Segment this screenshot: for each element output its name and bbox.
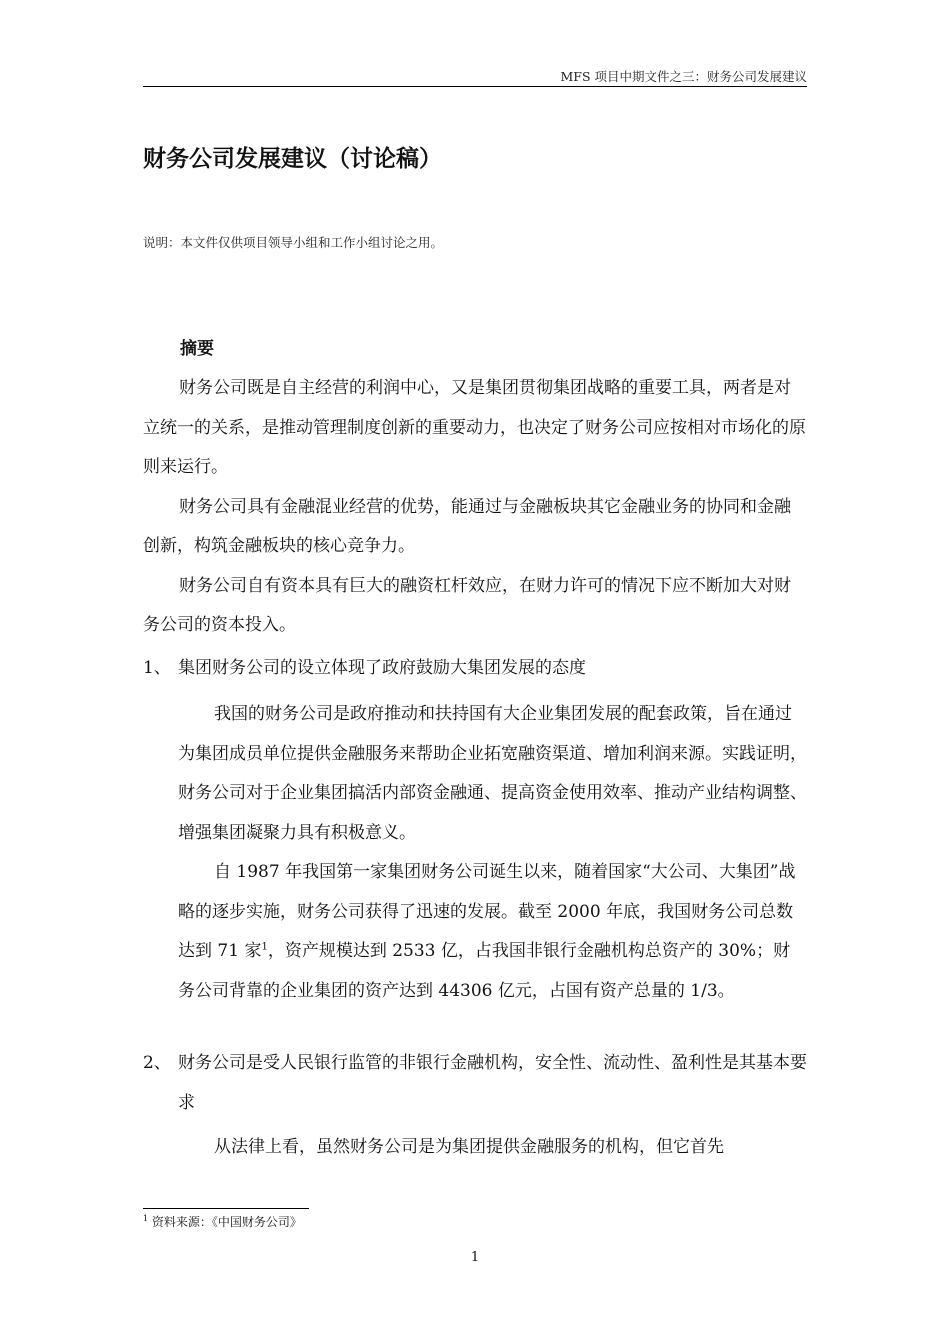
section-paragraph xyxy=(178,853,807,1011)
paragraph-text: 自 1987 年我国第一家集团财务公司诞生以来，随着国家“大公司、大集团”战略的逐步实施，财务公司获得了迅速的发展。截至 2000 年底，我国财务公司总数达到 71 家 xyxy=(178,862,796,961)
header-divider xyxy=(143,86,807,87)
section-heading-text: 集团财务公司的设立体现了政府鼓励大集团发展的态度 xyxy=(178,658,586,678)
section-number: 2、 xyxy=(143,1053,171,1073)
footnote-reference[interactable]: 1 xyxy=(261,941,268,953)
footnote-text: 资料来源：《中国财务公司》 xyxy=(151,1215,302,1229)
document-note: 说明：本文件仅供项目领导小组和工作小组讨论之用。 xyxy=(143,235,444,250)
section-1-body xyxy=(178,695,807,1011)
abstract-body xyxy=(143,369,807,646)
abstract-paragraph: 财务公司具有金融混业经营的优势，能通过与金融板块其它金融业务的协同和金融创新，构筑金融板块的核心竞争力。 xyxy=(143,496,791,556)
section-heading-1 xyxy=(143,649,807,689)
abstract-paragraph: 财务公司自有资本具有巨大的融资杠杆效应，在财力许可的情况下应不断加大对财务公司的资本投入。 xyxy=(143,575,791,635)
document-title: 财务公司发展建议（讨论稿） xyxy=(143,146,442,172)
abstract-heading: 摘要 xyxy=(180,339,214,359)
section-heading-2 xyxy=(143,1044,807,1123)
section-paragraph: 我国的财务公司是政府推动和扶持国有大企业集团发展的配套政策，旨在通过为集团成员单位提供金融服务来帮助企业拓宽融资渠道、增加利润来源。实践证明，财务公司对于企业集团搞活内部资金融通、提高资金使用效率、推动产业结构调整、增强集团凝聚力具有积极意义。 xyxy=(178,704,807,843)
paragraph-text: ，资产规模达到 2533 亿，占我国非银行金融机构总资产的 30%；财务公司背靠的企业集团的资产达到 44306 亿元，占国有资产总量的 1/3。 xyxy=(178,941,791,1001)
section-paragraph: 从法律上看，虽然财务公司是为集团提供金融服务的机构，但它首先 xyxy=(214,1137,724,1157)
running-header: MFS 项目中期文件之三：财务公司发展建议 xyxy=(560,69,807,84)
section-number: 1、 xyxy=(143,658,171,678)
footnote xyxy=(143,1213,302,1230)
footnote-divider xyxy=(143,1208,309,1209)
footnote-marker: 1 xyxy=(143,1214,149,1223)
section-2-body xyxy=(178,1128,807,1168)
abstract-paragraph: 财务公司既是自主经营的利润中心，又是集团贯彻集团战略的重要工具，两者是对立统一的关系，是推动管理制度创新的重要动力，也决定了财务公司应按相对市场化的原则来运行。 xyxy=(143,378,806,477)
page-number: 1 xyxy=(470,1250,480,1265)
section-heading-text: 财务公司是受人民银行监管的非银行金融机构，安全性、流动性、盈利性是其基本要求 xyxy=(178,1053,807,1113)
